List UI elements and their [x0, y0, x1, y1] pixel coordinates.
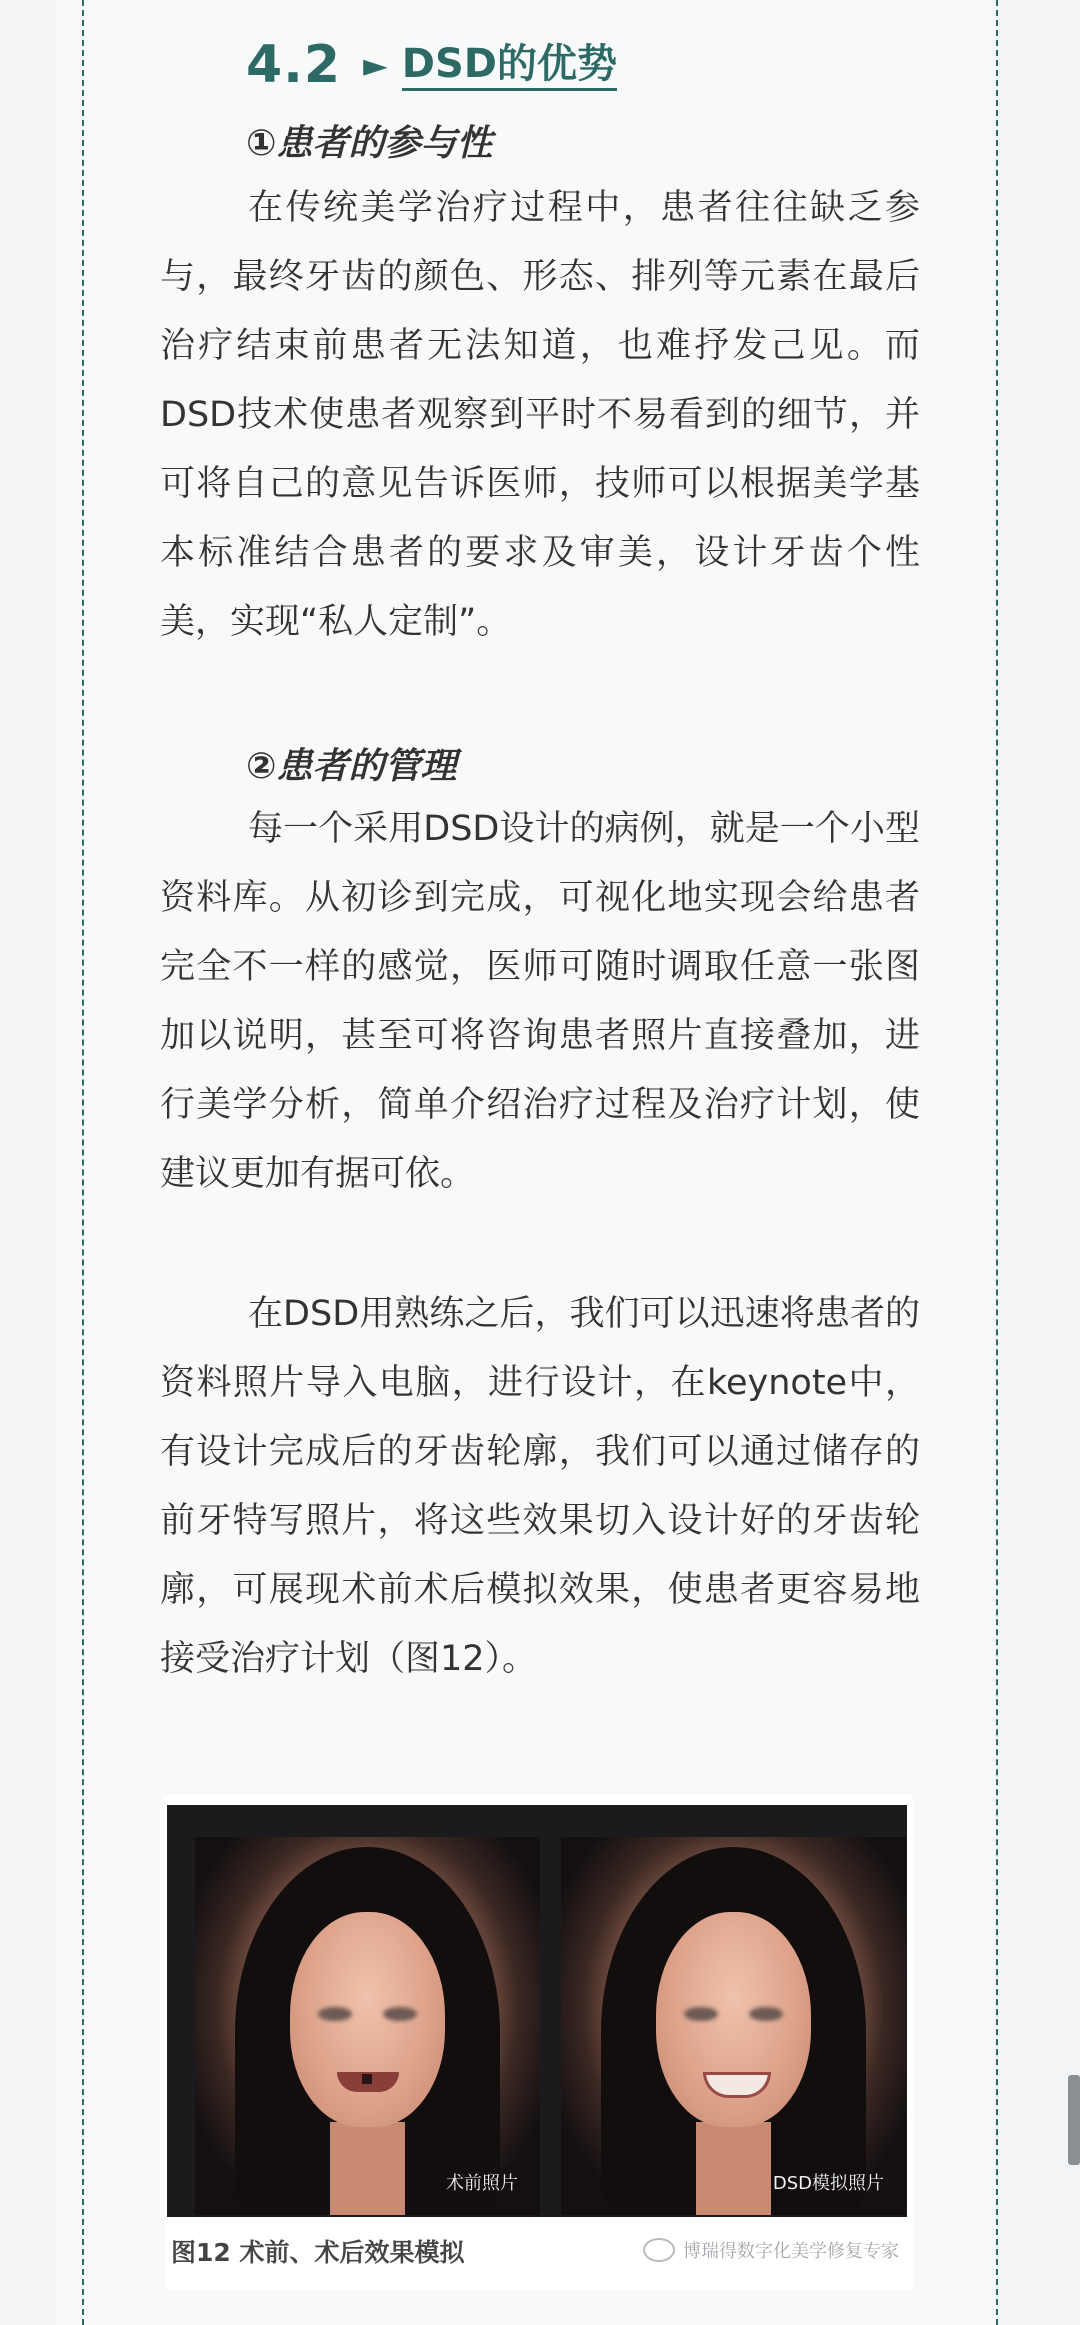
left-dashed-border [82, 0, 84, 2325]
watermark [643, 2237, 899, 2263]
face-image [290, 1912, 445, 2127]
section-number: 4.2 [246, 35, 342, 95]
wechat-logo-icon [643, 2238, 675, 2262]
subsection-heading-management: ②患者的管理 [246, 746, 457, 787]
after-photo-label: DSD模拟照片 [772, 2173, 884, 2194]
after-photo [561, 1837, 906, 2215]
scrollbar-thumb[interactable] [1068, 2075, 1080, 2165]
paragraph-management: 每一个采用DSD设计的病例，就是一个小型资料库。从初诊到完成，可视化地实现会给患者完全不一样的感觉，医师可随时调取任意一张图加以说明，甚至可将咨询患者照片直接叠加，进行美学分析，简单介绍治疗过程及治疗计划，使建议更加有据可依。 [160, 809, 920, 1194]
section-title: DSD的优势 [402, 40, 617, 91]
face-image [656, 1912, 811, 2127]
before-photo [195, 1837, 540, 2215]
right-dashed-border [996, 0, 998, 2325]
paragraph-participation: 在传统美学治疗过程中，患者往往缺乏参与，最终牙齿的颜色、形态、排列等元素在最后治疗结束前患者无法知道，也难抒发己见。而DSD技术使患者观察到平时不易看到的细节，并可将自己的意见告诉医师，技师可以根据美学基本标准结合患者的要求及审美，设计牙齿个性美，实现“私人定制”。 [160, 188, 920, 642]
arrow-icon: ► [363, 46, 388, 84]
watermark-text: 博瑞得数字化美学修复专家 [683, 2241, 899, 2262]
figure-12 [165, 1795, 913, 2290]
section-heading [246, 30, 617, 100]
figure-caption: 图12 术前、术后效果模拟 [171, 2238, 465, 2267]
subsection-heading-participation: ①患者的参与性 [246, 123, 493, 164]
before-photo-label: 术前照片 [446, 2173, 518, 2194]
figure-photo-area [167, 1805, 907, 2217]
paragraph-workflow: 在DSD用熟练之后，我们可以迅速将患者的资料照片导入电脑，进行设计，在keynote中，有设计完成后的牙齿轮廓，我们可以通过储存的前牙特写照片，将这些效果切入设计好的牙齿轮廓，可展现术前术后模拟效果，使患者更容易地接受治疗计划（图12）。 [160, 1294, 920, 1679]
